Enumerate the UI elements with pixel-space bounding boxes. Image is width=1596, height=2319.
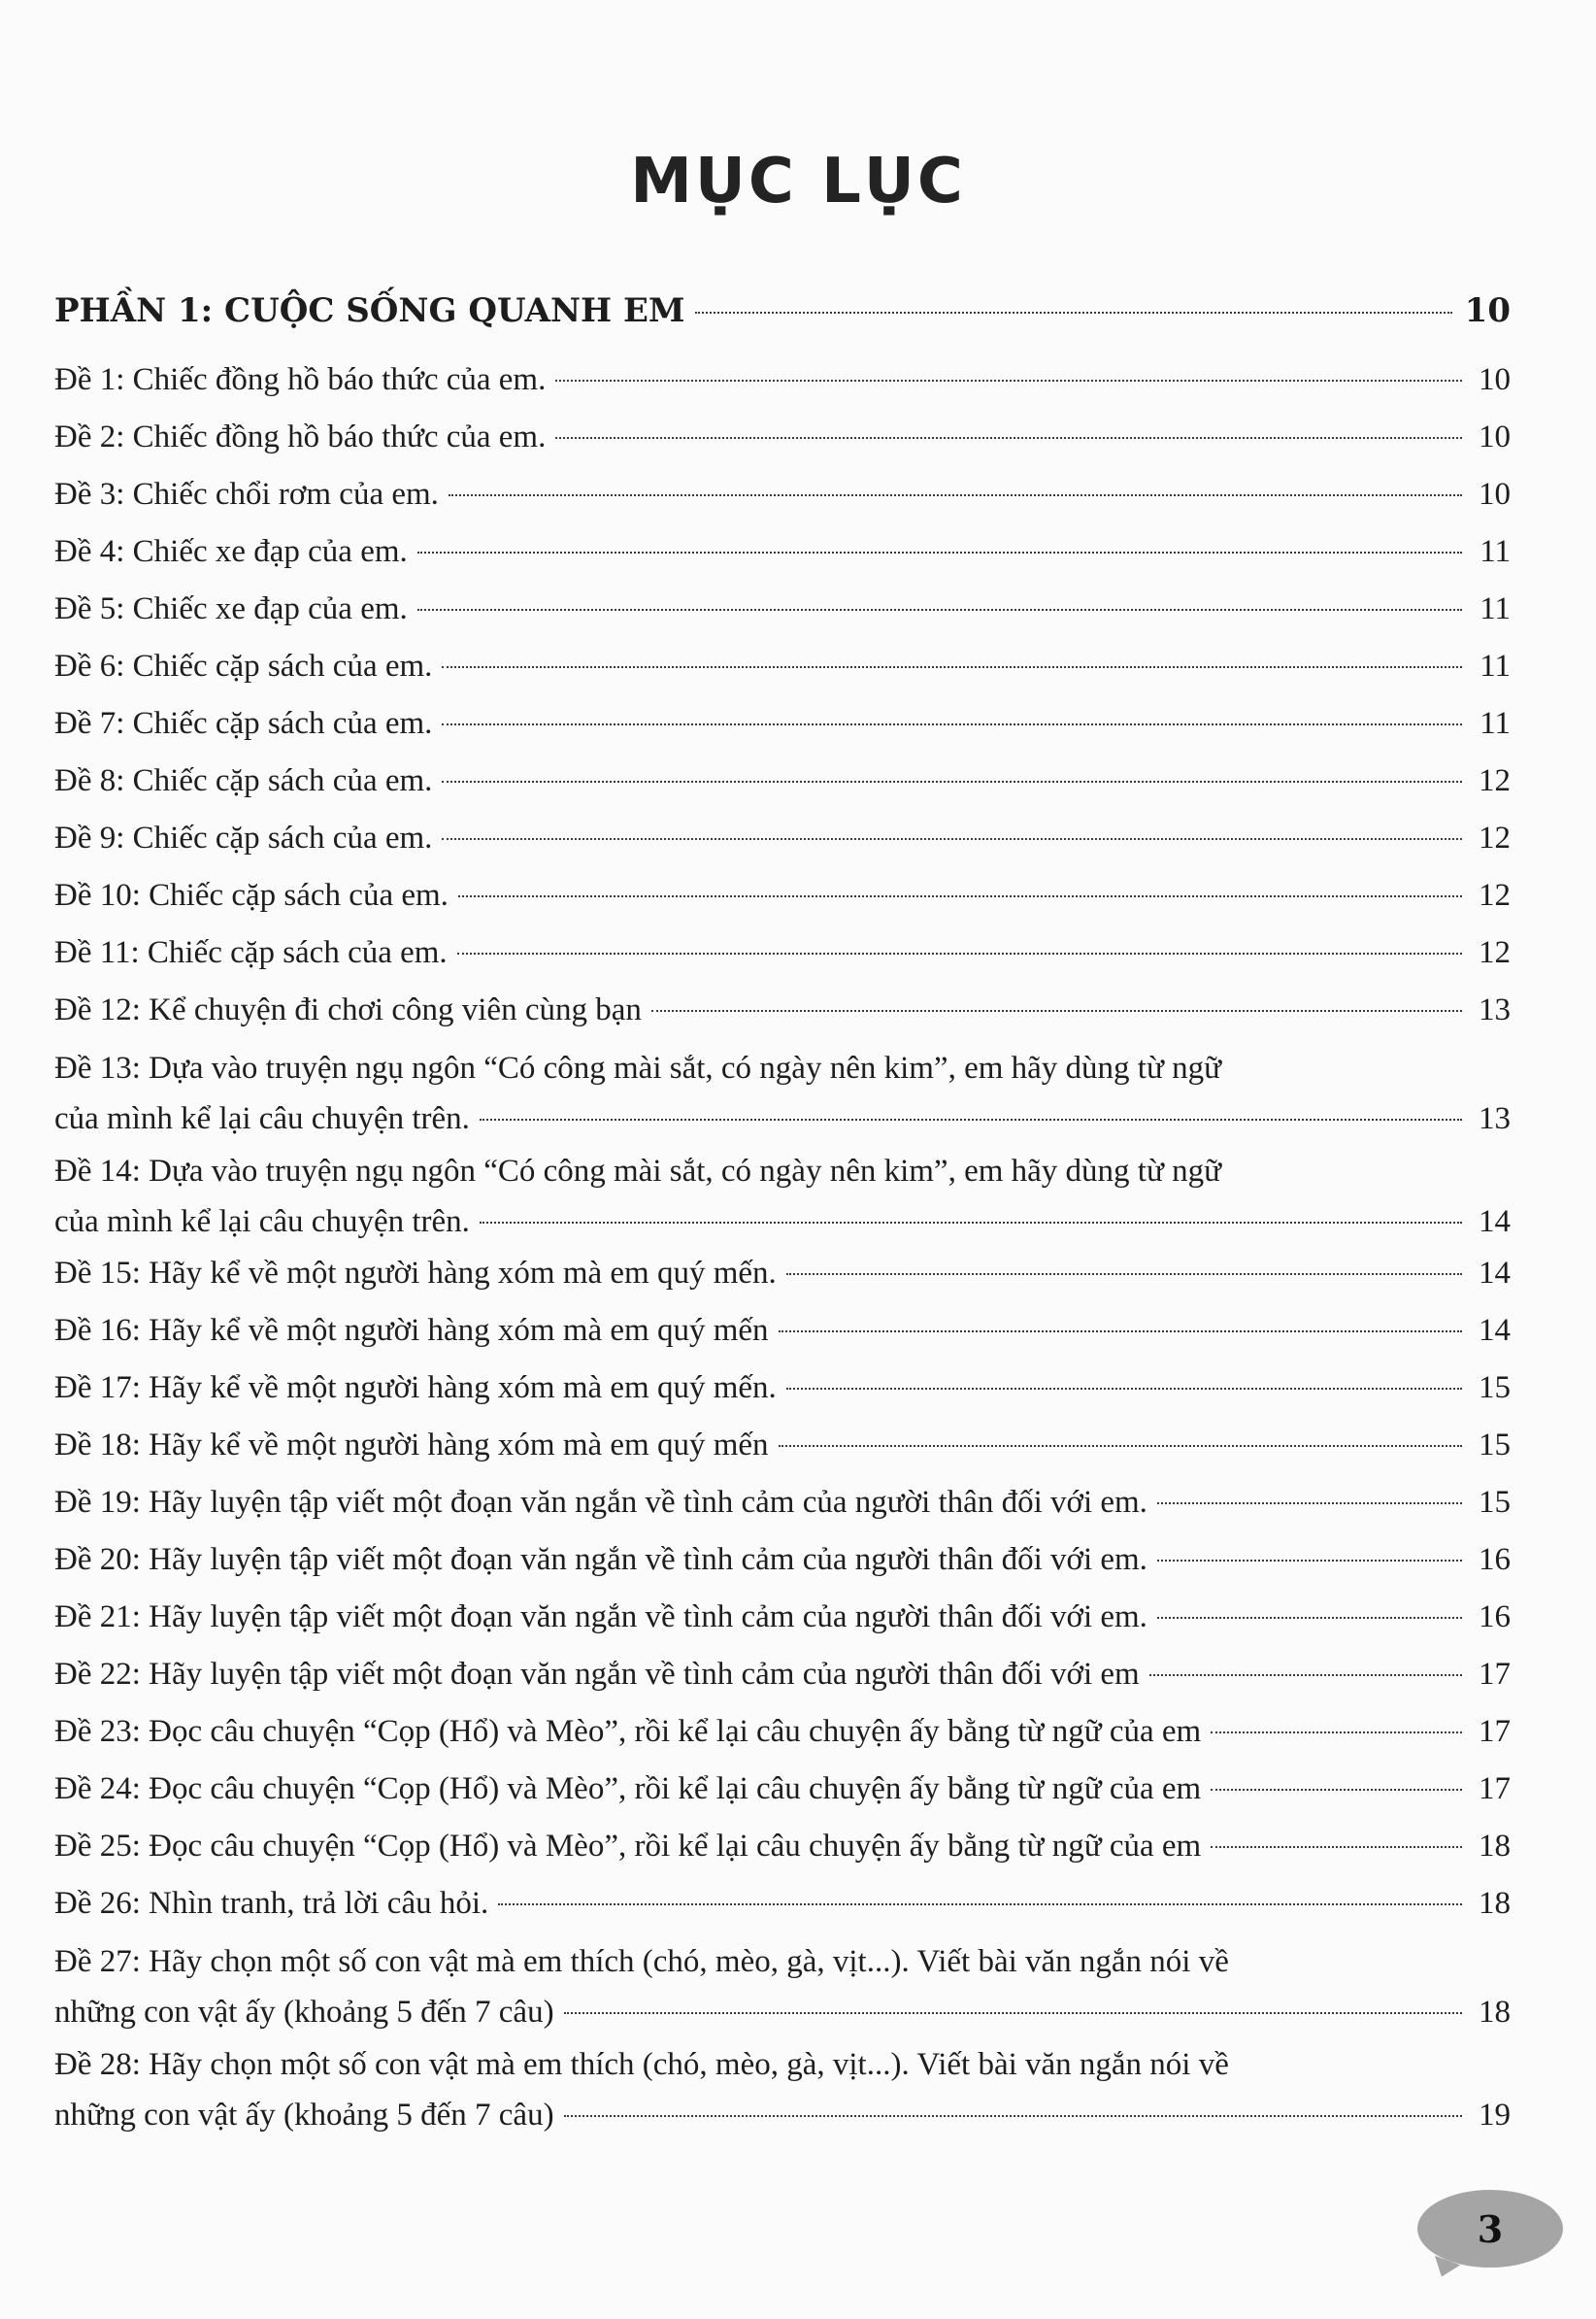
toc-entry [54,1363,1511,1421]
entry-page-number: 12 [1479,763,1511,798]
toc-entry [54,1707,1511,1764]
entry-text-continued: của mình kể lại câu chuyện trên. [54,1101,470,1136]
entry-page-number: 15 [1479,1370,1511,1405]
entry-page-number: 19 [1479,2098,1511,2133]
toc-entry [54,2039,1511,2142]
toc-entry [54,355,1511,413]
entry-text: Đề 1: Chiếc đồng hồ báo thức của em. [54,362,547,397]
entry-page-number: 12 [1479,821,1511,856]
toc-entry [54,1764,1511,1822]
entry-page-number: 14 [1479,1313,1511,1348]
entry-page-number: 10 [1479,477,1511,512]
entry-page-number: 14 [1479,1204,1511,1239]
entry-text: Đề 8: Chiếc cặp sách của em. [54,763,433,798]
toc-entry [54,1421,1511,1478]
dot-leader [449,494,1462,496]
entry-text: Đề 22: Hãy luyện tập viết một đoạn văn ngắn về tình cảm của người thân đối với em [54,1657,1140,1692]
entry-text: Đề 10: Chiếc cặp sách của em. [54,878,449,913]
entry-continuation [54,1987,1511,2037]
dot-leader [786,1273,1462,1275]
toc-entry [54,1146,1511,1249]
toc-entry [54,699,1511,756]
dot-leader [1211,1789,1462,1791]
dot-leader [779,1445,1462,1447]
entry-text: Đề 3: Chiếc chổi rơm của em. [54,477,439,512]
entry-page-number: 12 [1479,878,1511,913]
dot-leader [498,1903,1462,1905]
entry-continuation [54,2090,1511,2140]
entry-text-continued: những con vật ấy (khoảng 5 đến 7 câu) [54,2098,554,2133]
toc-entry [54,1306,1511,1363]
toc-entries [54,355,1511,2142]
entry-text: Đề 4: Chiếc xe đạp của em. [54,534,408,569]
table-of-contents [54,291,1511,2142]
toc-entry [54,1535,1511,1593]
dot-leader [442,666,1462,668]
toc-entry [54,1593,1511,1650]
dot-leader [786,1388,1462,1390]
entry-text: Đề 26: Nhìn tranh, trả lời câu hỏi. [54,1886,489,1921]
entry-text: Đề 14: Dựa vào truyện ngụ ngôn “Có công mài sắt, có ngày nên kim”, em hãy dùng từ ngữ [54,1154,1221,1189]
dot-leader [779,1330,1462,1332]
entry-text: Đề 20: Hãy luyện tập viết một đoạn văn ngắn về tình cảm của người thân đối với em. [54,1542,1147,1577]
entry-text: Đề 18: Hãy kể về một người hàng xóm mà em quý mến [54,1428,769,1462]
toc-entry [54,585,1511,642]
dot-leader [442,838,1462,840]
entry-page-number: 11 [1480,534,1511,569]
toc-entry [54,1478,1511,1535]
entry-text: Đề 9: Chiếc cặp sách của em. [54,821,433,856]
entry-page-number: 17 [1479,1657,1511,1692]
entry-text: Đề 16: Hãy kể về một người hàng xóm mà em quý mến [54,1313,769,1348]
toc-entry [54,642,1511,699]
dot-leader [1211,1846,1462,1848]
dot-leader [651,1010,1462,1012]
dot-leader [1157,1502,1462,1504]
entry-text: Đề 7: Chiếc cặp sách của em. [54,706,433,741]
dot-leader [1211,1731,1462,1733]
dot-leader [555,380,1462,382]
dot-leader [1157,1617,1462,1619]
dot-leader [564,2115,1462,2117]
section-page-number: 10 [1464,291,1511,330]
entry-text: Đề 15: Hãy kể về một người hàng xóm mà em quý mến. [54,1256,777,1291]
entry-text: Đề 28: Hãy chọn một số con vật mà em thích (chó, mèo, gà, vịt...). Viết bài văn ngắn nói về [54,2047,1229,2082]
toc-section-heading [54,291,1511,342]
dot-leader [442,723,1462,725]
entry-page-number: 13 [1479,1101,1511,1136]
toc-entry [54,1822,1511,1879]
entry-page-number: 17 [1479,1771,1511,1806]
entry-page-number: 17 [1479,1714,1511,1749]
dot-leader [555,437,1462,439]
entry-text: Đề 5: Chiếc xe đạp của em. [54,591,408,626]
toc-entry [54,814,1511,871]
entry-page-number: 16 [1479,1542,1511,1577]
toc-entry [54,470,1511,527]
entry-text: Đề 2: Chiếc đồng hồ báo thức của em. [54,420,547,454]
dot-leader [564,2012,1462,2014]
page-title: MỤC LỤC [630,146,966,218]
dot-leader [1149,1674,1462,1676]
toc-entry [54,1936,1511,2039]
dot-leader [442,781,1462,783]
toc-entry [54,928,1511,986]
entry-text: Đề 25: Đọc câu chuyện “Cọp (Hổ) và Mèo”, rồi kể lại câu chuyện ấy bằng từ ngữ của em [54,1829,1202,1864]
toc-entry [54,756,1511,814]
entry-text: Đề 17: Hãy kể về một người hàng xóm mà em quý mến. [54,1370,777,1405]
entry-text-continued: những con vật ấy (khoảng 5 đến 7 câu) [54,1995,554,2030]
entry-text: Đề 24: Đọc câu chuyện “Cọp (Hổ) và Mèo”, rồi kể lại câu chuyện ấy bằng từ ngữ của em [54,1771,1202,1806]
entry-page-number: 15 [1479,1428,1511,1462]
dot-leader [417,609,1462,611]
entry-page-number: 15 [1479,1485,1511,1520]
toc-entry [54,413,1511,470]
dot-leader [480,1222,1462,1224]
dot-leader [457,953,1462,955]
entry-continuation [54,1196,1511,1247]
toc-entry [54,871,1511,928]
dot-leader [458,895,1462,897]
entry-page-number: 18 [1479,1995,1511,2030]
entry-page-number: 11 [1480,706,1511,741]
dot-leader [417,552,1462,554]
entry-page-number: 10 [1479,362,1511,397]
entry-text: Đề 27: Hãy chọn một số con vật mà em thích (chó, mèo, gà, vịt...). Viết bài văn ngắn nói về [54,1944,1229,1979]
entry-text-continued: của mình kể lại câu chuyện trên. [54,1204,470,1239]
page-number: 3 [1477,2206,1504,2251]
toc-entry [54,1249,1511,1306]
toc-entry [54,1043,1511,1146]
section-label: PHẦN 1: CUỘC SỐNG QUANH EM [54,291,685,330]
toc-entry [54,527,1511,585]
entry-text: Đề 6: Chiếc cặp sách của em. [54,649,433,684]
entry-page-number: 16 [1479,1599,1511,1634]
toc-entry [54,986,1511,1043]
entry-text: Đề 19: Hãy luyện tập viết một đoạn văn ngắn về tình cảm của người thân đối với em. [54,1485,1147,1520]
entry-text: Đề 21: Hãy luyện tập viết một đoạn văn ngắn về tình cảm của người thân đối với em. [54,1599,1147,1634]
entry-page-number: 10 [1479,420,1511,454]
entry-page-number: 13 [1479,992,1511,1027]
toc-entry [54,1650,1511,1707]
entry-continuation [54,1093,1511,1144]
page-number-badge [1417,2190,1563,2268]
dot-leader [695,312,1452,314]
entry-text: Đề 11: Chiếc cặp sách của em. [54,935,448,970]
entry-text: Đề 23: Đọc câu chuyện “Cọp (Hổ) và Mèo”, rồi kể lại câu chuyện ấy bằng từ ngữ của em [54,1714,1202,1749]
entry-page-number: 18 [1479,1886,1511,1921]
entry-page-number: 11 [1480,591,1511,626]
dot-leader [480,1119,1462,1121]
entry-page-number: 11 [1480,649,1511,684]
entry-text: Đề 13: Dựa vào truyện ngụ ngôn “Có công mài sắt, có ngày nên kim”, em hãy dùng từ ngữ [54,1051,1221,1086]
entry-page-number: 14 [1479,1256,1511,1291]
dot-leader [1157,1560,1462,1562]
entry-text: Đề 12: Kể chuyện đi chơi công viên cùng bạn [54,992,642,1027]
toc-entry [54,1879,1511,1936]
entry-page-number: 18 [1479,1829,1511,1864]
entry-page-number: 12 [1479,935,1511,970]
